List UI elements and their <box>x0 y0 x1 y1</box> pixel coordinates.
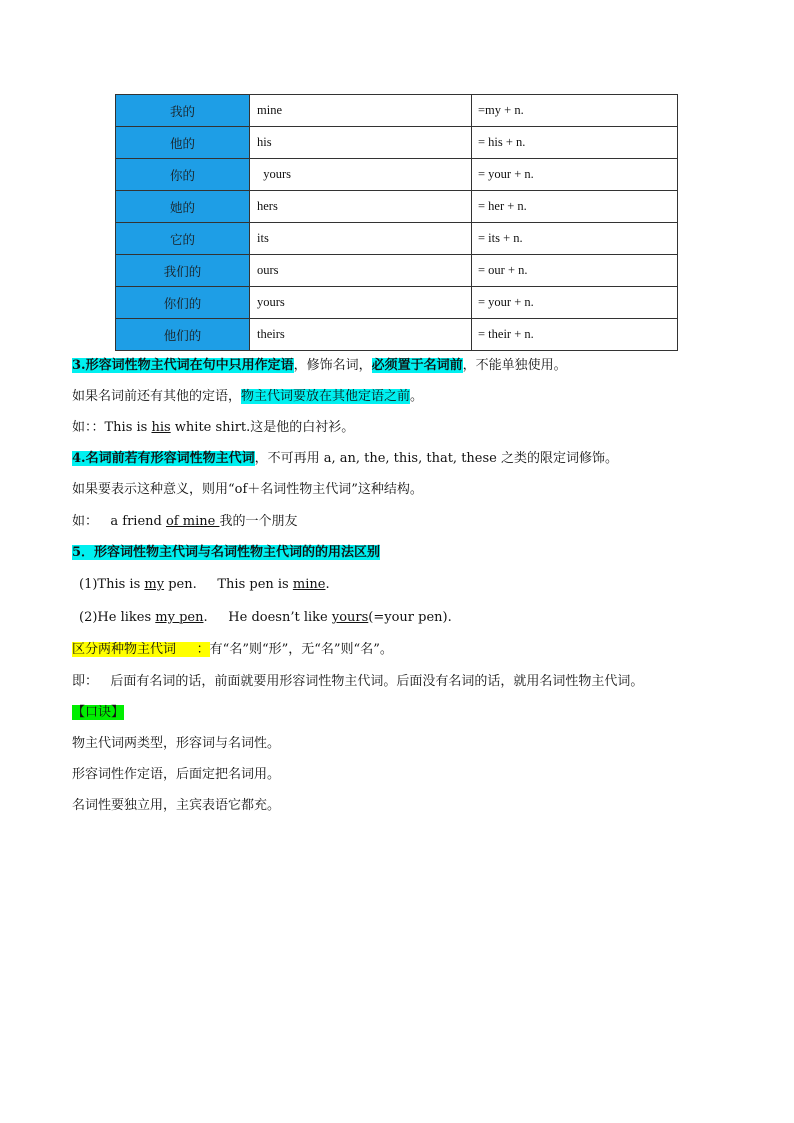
mnemonic-line-2 <box>72 765 280 785</box>
eq-cell: = our + n. <box>472 255 678 287</box>
en-cell: theirs <box>250 319 472 351</box>
text: . He doesn’t like <box>203 610 332 625</box>
underlined-word: yours <box>331 610 369 625</box>
cn-cell: 她的 <box>116 191 250 223</box>
text: 有“名”则“形”，无“名”则“名”。 <box>209 642 393 657</box>
cn-cell: 你的 <box>116 159 250 191</box>
cn-cell: 我的 <box>116 95 250 127</box>
text: 如果要表示这种意义，则用“of＋名词性物主代词”这种结构。 <box>72 482 423 497</box>
table-row <box>116 255 678 287</box>
text: pen. This pen is <box>164 577 293 592</box>
text: 名词性要独立用，主宾表语它都充。 <box>72 798 281 813</box>
en-cell: its <box>250 223 472 255</box>
cn-cell: 它的 <box>116 223 250 255</box>
underlined-phrase: my pen <box>155 610 204 625</box>
highlight-text: 必须置于名词前 <box>371 358 463 373</box>
cn-cell: 你们的 <box>116 287 250 319</box>
table-row <box>116 223 678 255</box>
mnemonic-heading <box>72 703 124 723</box>
highlight-heading: 4.名词前若有形容词性物主代词 <box>72 451 255 466</box>
table-row <box>116 127 678 159</box>
underlined-word: his <box>151 420 171 435</box>
en-cell: yours <box>250 287 472 319</box>
example-1 <box>72 418 354 438</box>
highlight-heading: 3.形容词性物主代词在句中只用作定语 <box>72 358 294 373</box>
table-row <box>116 191 678 223</box>
cn-cell: 他的 <box>116 127 250 159</box>
table-row <box>116 287 678 319</box>
en-cell: mine <box>250 95 472 127</box>
eq-cell: = your + n. <box>472 159 678 191</box>
text: ，修饰名词， <box>293 358 372 373</box>
distinguish-explanation <box>72 672 643 692</box>
table-row <box>116 319 678 351</box>
eq-cell: = his + n. <box>472 127 678 159</box>
cn-cell: 他们的 <box>116 319 250 351</box>
mnemonic-line-1 <box>72 734 280 754</box>
text: 如：：This is <box>72 420 152 435</box>
table-row <box>116 95 678 127</box>
text: (=your pen). <box>368 610 452 625</box>
underlined-phrase: of mine <box>165 514 220 529</box>
eq-cell: = your + n. <box>472 287 678 319</box>
cn-cell: 我们的 <box>116 255 250 287</box>
table-row <box>116 159 678 191</box>
highlight-heading: 5．形容词性物主代词与名词性物主代词的的用法区别 <box>72 545 381 560</box>
mnemonic-line-3 <box>72 796 280 816</box>
eq-cell: =my + n. <box>472 95 678 127</box>
distinguish-tip <box>72 640 393 660</box>
eq-cell: = its + n. <box>472 223 678 255</box>
text: 。 <box>410 389 424 404</box>
text: (2)He likes <box>79 610 156 625</box>
rule-3-paragraph <box>72 356 567 376</box>
example-2 <box>72 512 297 532</box>
highlight-label: 【口诀】 <box>72 705 125 720</box>
underlined-word: mine <box>292 577 326 592</box>
highlight-text: 物主代词要放在其他定语之前 <box>241 389 411 404</box>
text: (1)This is <box>79 577 145 592</box>
rule-5-heading <box>72 543 380 563</box>
rule-3-note <box>72 387 423 407</box>
en-cell: his <box>250 127 472 159</box>
text: 如果名词前还有其他的定语， <box>72 389 242 404</box>
example-4 <box>79 608 452 628</box>
text: white shirt.这是他的白衬衫。 <box>170 420 355 435</box>
text: 形容词性作定语，后面定把名词用。 <box>72 767 281 782</box>
text: 即： 后面有名词的话，前面就要用形容词性物主代词。后面没有名词的话，就用名词性物主代词。 <box>72 674 644 689</box>
text: 如： a friend <box>72 514 166 529</box>
text: ，不能单独使用。 <box>462 358 567 373</box>
en-cell: hers <box>250 191 472 223</box>
text: 物主代词两类型，形容词与名词性。 <box>72 736 281 751</box>
rule-4-note <box>72 480 423 500</box>
eq-cell: = their + n. <box>472 319 678 351</box>
example-3 <box>79 575 330 595</box>
rule-4-paragraph <box>72 449 618 469</box>
eq-cell: = her + n. <box>472 191 678 223</box>
en-cell: yours <box>250 159 472 191</box>
text: . <box>325 577 330 592</box>
underlined-word: my <box>144 577 165 592</box>
highlight-label: 区分两种物主代词 ： <box>72 642 210 657</box>
en-cell: ours <box>250 255 472 287</box>
text: ，不可再用 a, an, the, this, that, these 之类的限定词修饰。 <box>254 451 618 466</box>
text: 我的一个朋友 <box>219 514 298 529</box>
pronoun-table <box>115 94 678 351</box>
